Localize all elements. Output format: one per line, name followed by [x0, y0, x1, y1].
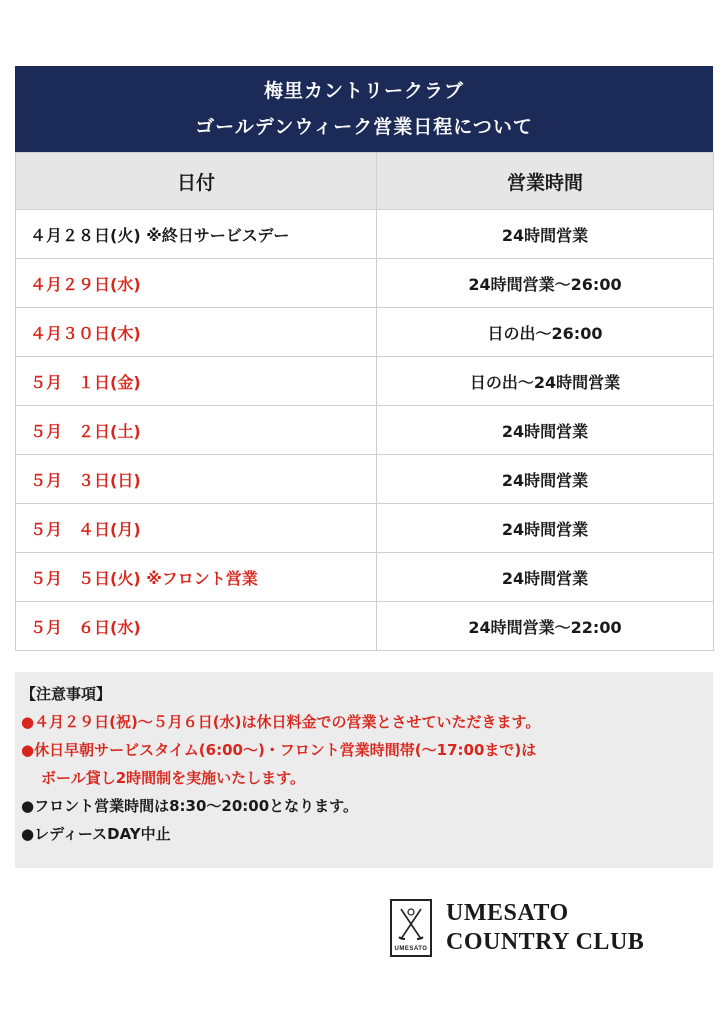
row-hours: 24時間営業 [377, 455, 714, 504]
note-item-3: ●フロント営業時間は8:30～20:00となります。 [21, 797, 358, 815]
row-date: ４月２８日(火) ※終日サービスデー [16, 210, 377, 259]
title-line-1: 梅里カントリークラブ [263, 80, 464, 102]
schedule-sheet [15, 66, 713, 651]
table-row [16, 259, 714, 308]
notes-panel [15, 672, 713, 868]
title-banner [15, 66, 713, 152]
row-date: ５月 ５日(火) ※フロント営業 [16, 553, 377, 602]
table-row [16, 455, 714, 504]
row-date: ５月 ６日(水) [16, 602, 377, 651]
notes-heading: 【注意事項】 [21, 685, 112, 703]
logo-mark-text: UMESATO [394, 946, 428, 952]
note-item-2-line-1: ●休日早朝サービスタイム(6:00～)・フロント営業時間帯(～17:00まで)は [21, 741, 537, 759]
note-item-1: ●４月２９日(祝)～５月６日(水)は休日料金での営業とさせていただきます。 [21, 713, 541, 731]
note-item-2-line-2: ボール貸し2時間制を実施いたします。 [41, 769, 305, 787]
row-hours: 日の出～24時間営業 [377, 357, 714, 406]
table-row [16, 406, 714, 455]
row-hours: 24時間営業～22:00 [377, 602, 714, 651]
row-hours: 24時間営業～26:00 [377, 259, 714, 308]
table-row [16, 504, 714, 553]
row-date: ５月 ４日(月) [16, 504, 377, 553]
row-date: ４月２９日(水) [16, 259, 377, 308]
club-logo [390, 897, 690, 963]
schedule-table [15, 152, 714, 651]
row-date: ５月 １日(金) [16, 357, 377, 406]
header-date: 日付 [16, 153, 377, 210]
logo-line-2: COUNTRY CLUB [446, 929, 645, 955]
table-row [16, 602, 714, 651]
row-hours: 24時間営業 [377, 504, 714, 553]
table-row [16, 210, 714, 259]
table-row [16, 357, 714, 406]
row-hours: 24時間営業 [377, 210, 714, 259]
header-hours: 営業時間 [377, 153, 714, 210]
logo-line-1: UMESATO [446, 900, 569, 926]
crossed-clubs-icon [390, 899, 432, 957]
row-date: ５月 ３日(日) [16, 455, 377, 504]
table-row [16, 308, 714, 357]
row-hours: 24時間営業 [377, 553, 714, 602]
title-line-2: ゴールデンウィーク営業日程について [195, 116, 533, 138]
table-header-row [16, 153, 714, 210]
row-date: ５月 ２日(土) [16, 406, 377, 455]
row-hours: 日の出～26:00 [377, 308, 714, 357]
table-row [16, 553, 714, 602]
note-item-4: ●レディースDAY中止 [21, 825, 171, 843]
row-hours: 24時間営業 [377, 406, 714, 455]
row-date: ４月３０日(木) [16, 308, 377, 357]
logo-wordmark [446, 899, 644, 957]
